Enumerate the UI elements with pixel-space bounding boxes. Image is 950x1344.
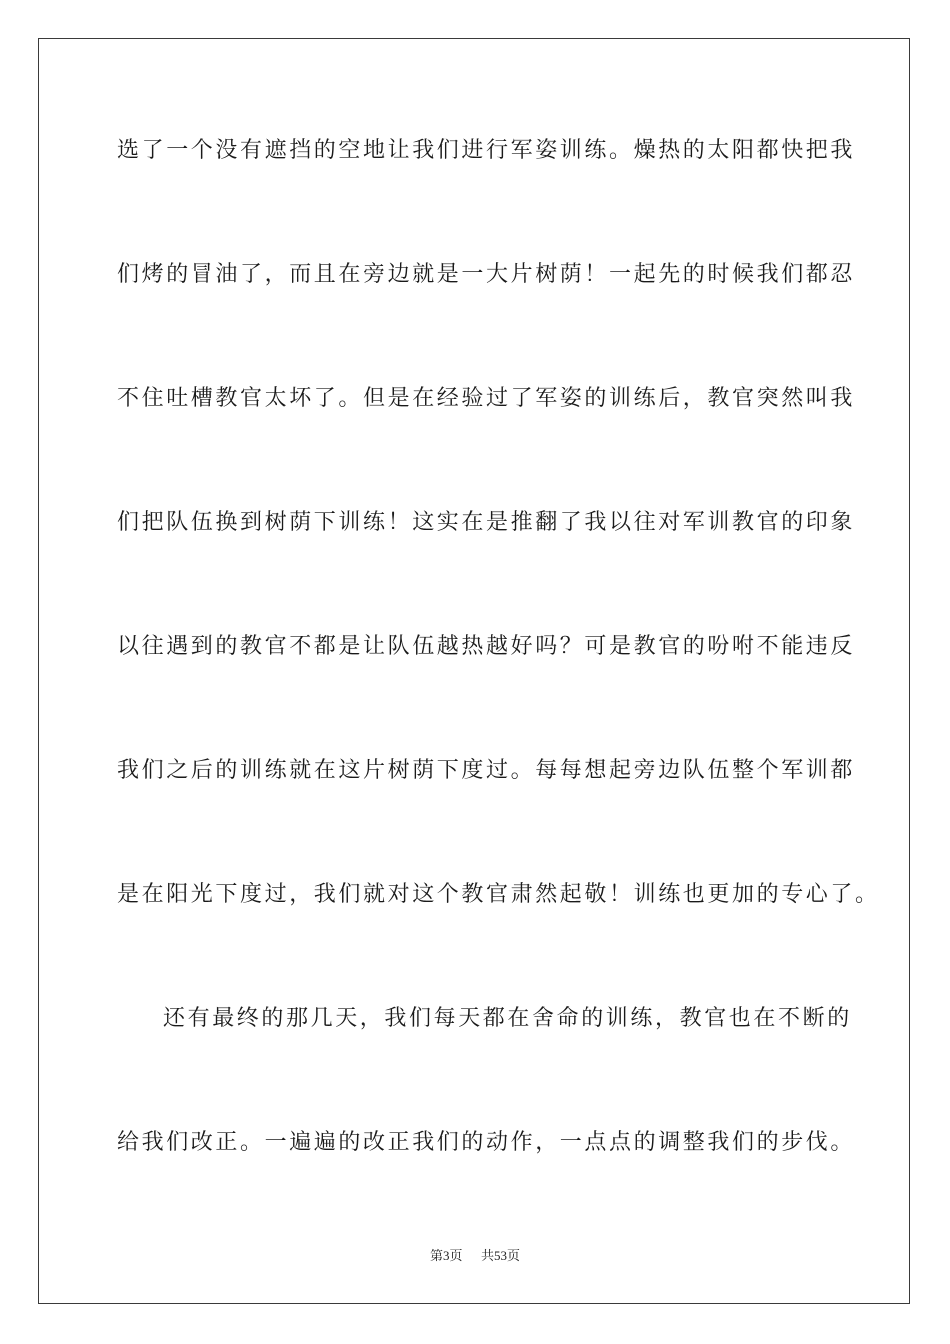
total-pages: 共53页 — [481, 1248, 521, 1263]
paragraph-line-4: 们把队伍换到树荫下训练！这实在是推翻了我以往对军训教官的印象 — [117, 510, 856, 535]
document-body — [117, 120, 880, 1236]
page-number: 第3页 — [429, 1248, 463, 1263]
page-footer — [0, 1245, 950, 1264]
paragraph-line-2: 们烤的冒油了，而且在旁边就是一大片树荫！一起先的时候我们都忍 — [117, 262, 856, 287]
paragraph-line-6: 我们之后的训练就在这片树荫下度过。每每想起旁边队伍整个军训都 — [117, 758, 856, 783]
paragraph-line-7: 是在阳光下度过，我们就对这个教官肃然起敬！训练也更加的专心了。 — [117, 882, 880, 907]
paragraph-line-8: 还有最终的那几天，我们每天都在舍命的训练，教官也在不断的 — [163, 1006, 852, 1031]
paragraph-line-3: 不住吐槽教官太坏了。但是在经验过了军姿的训练后，教官突然叫我 — [117, 386, 856, 411]
paragraph-line-9: 给我们改正。一遍遍的改正我们的动作，一点点的调整我们的步伐。 — [117, 1130, 856, 1155]
paragraph-line-5: 以往遇到的教官不都是让队伍越热越好吗？可是教官的吩咐不能违反 — [117, 634, 856, 659]
paragraph-line-1: 选了一个没有遮挡的空地让我们进行军姿训练。燥热的太阳都快把我 — [117, 138, 856, 163]
